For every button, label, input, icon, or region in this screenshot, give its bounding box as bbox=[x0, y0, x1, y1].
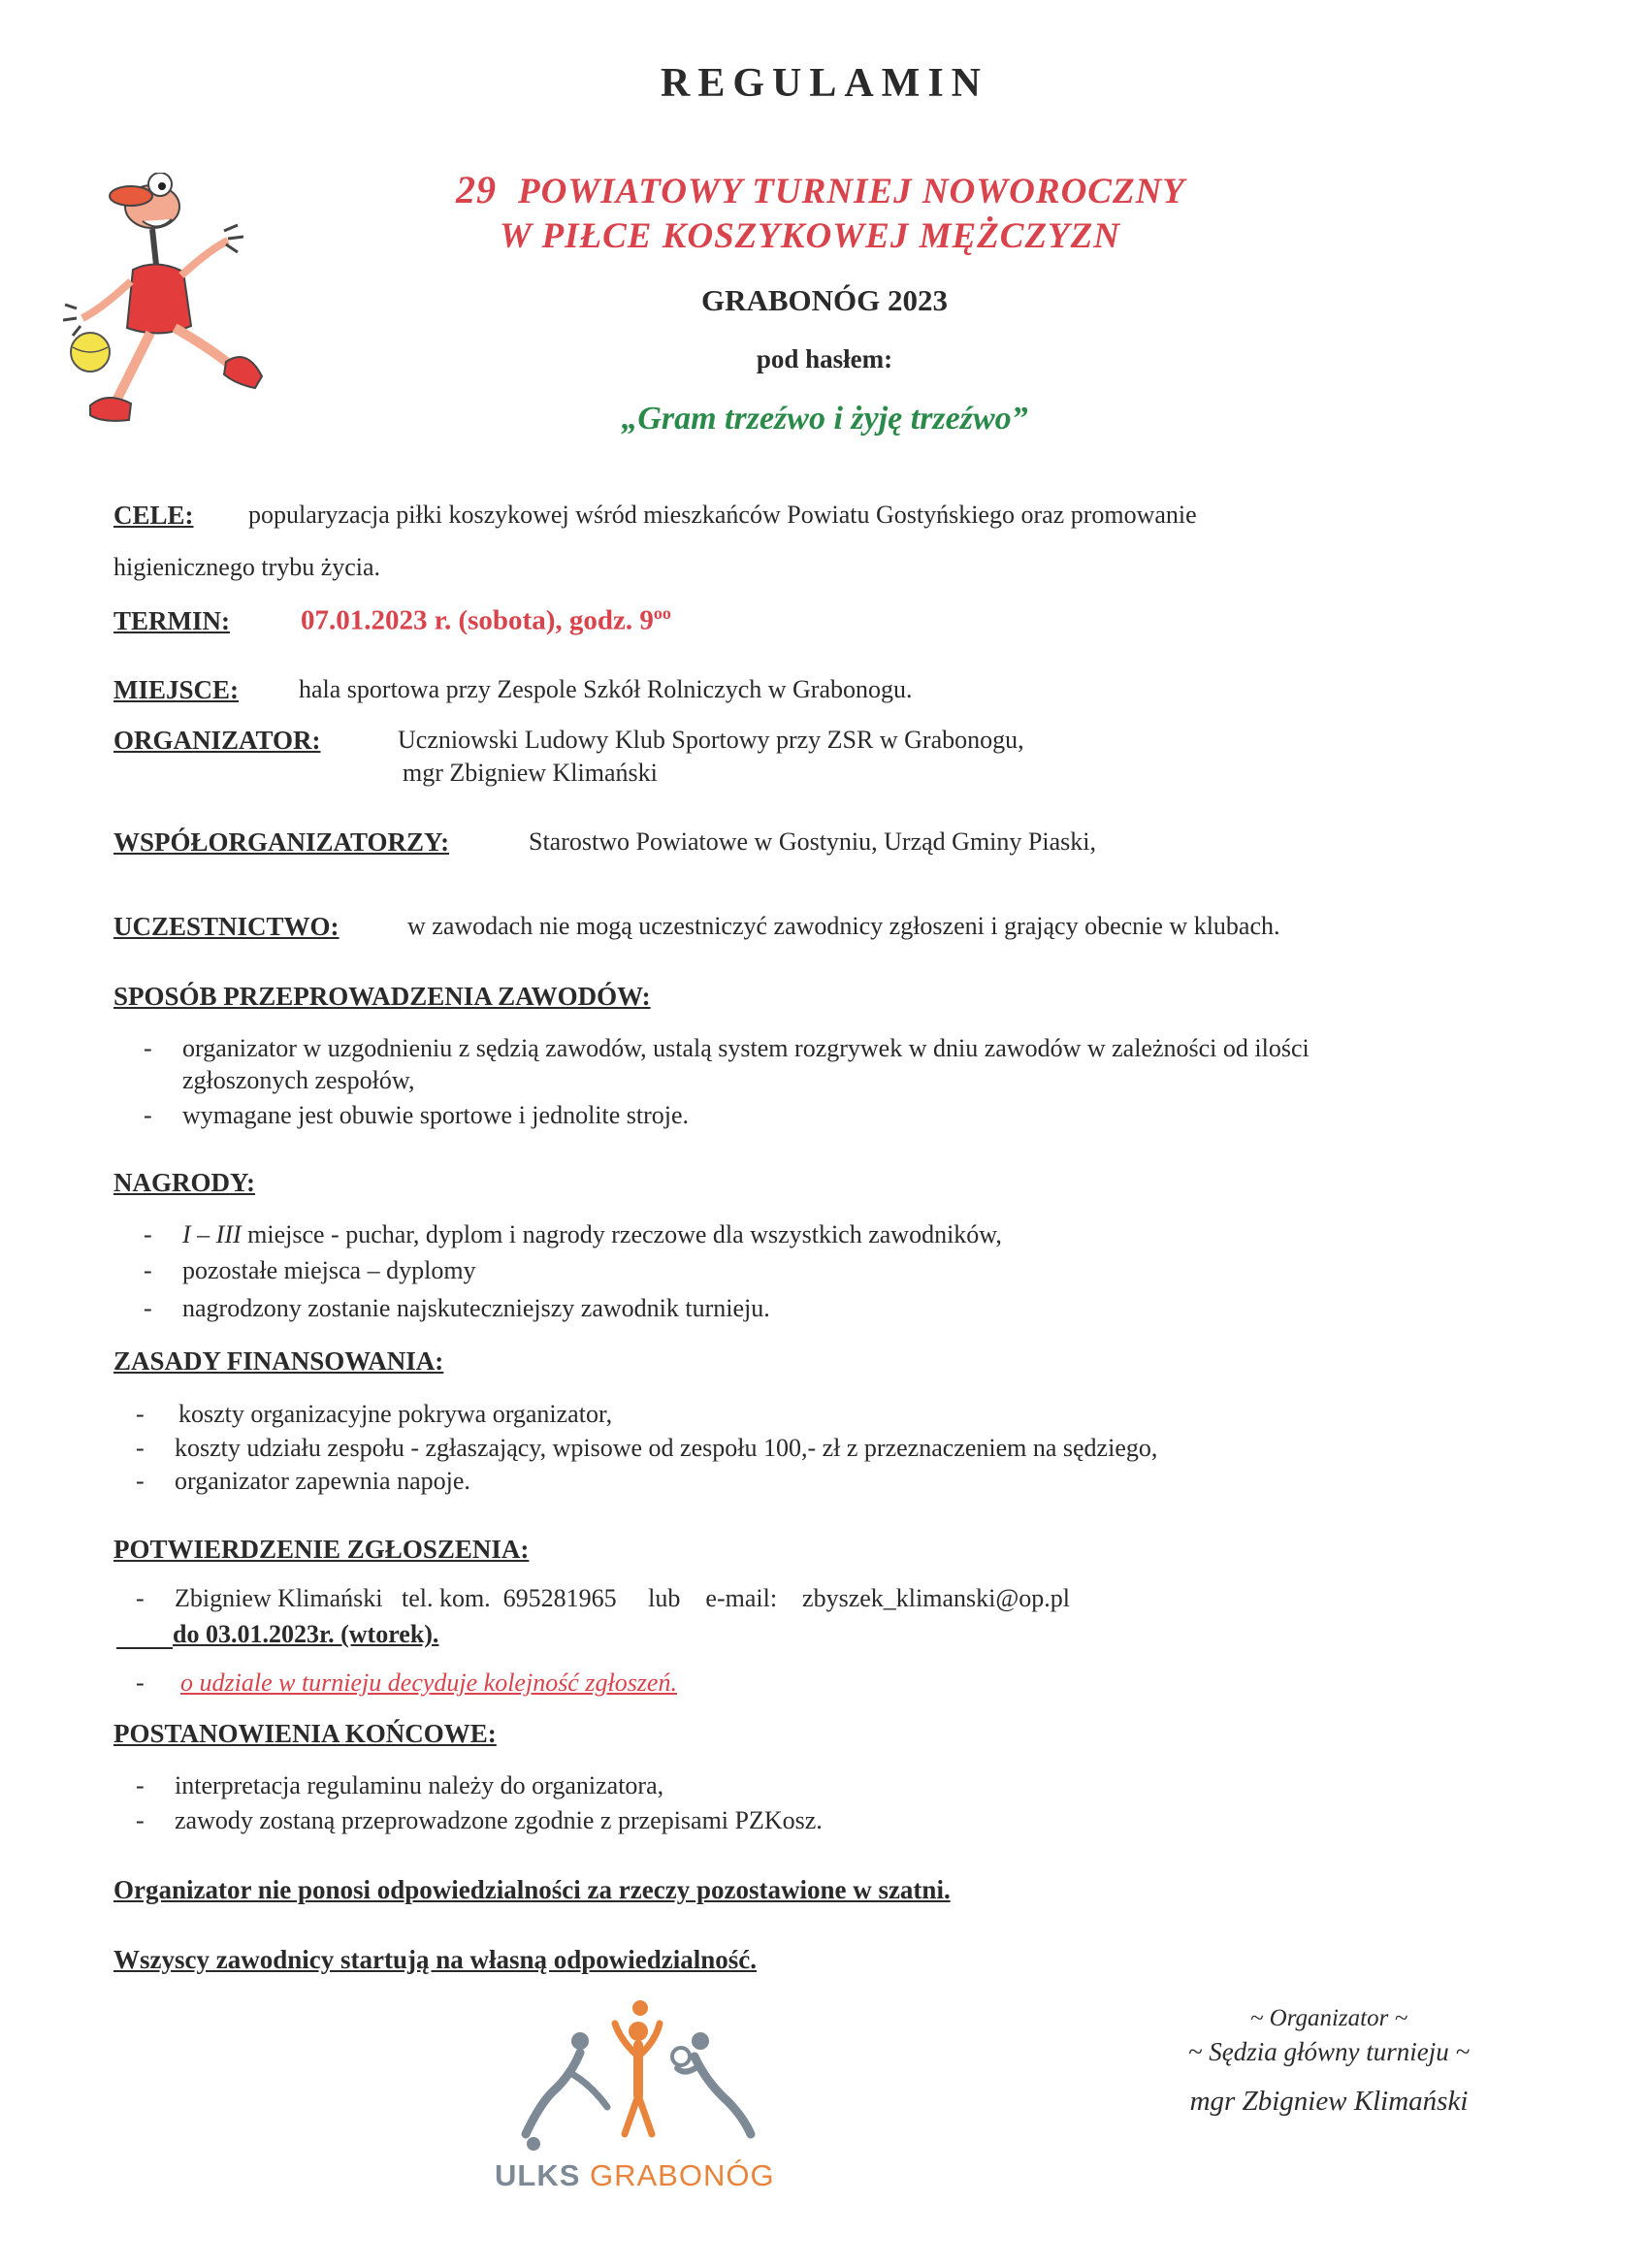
termin-label: TERMIN: bbox=[113, 606, 230, 635]
organizator-line1: Uczniowski Ludowy Klub Sportowy przy ZSR w Grabonogu, bbox=[398, 726, 1024, 754]
zgloszenie-label: POTWIERDZENIE ZGŁOSZENIA: bbox=[113, 1535, 530, 1564]
list-item: organizator w uzgodnieniu z sędzią zawodów, ustalą system rozgrywek w dniu zawodów w zależności od ilości bbox=[182, 1034, 1310, 1062]
list-dash: - bbox=[136, 1434, 145, 1462]
list-item: interpretacja regulaminu należy do organizatora, bbox=[175, 1771, 664, 1799]
deadline: do 03.01.2023r. (wtorek). bbox=[173, 1620, 439, 1648]
wspolorganizatorzy-label: WSPÓŁORGANIZATORZY: bbox=[113, 827, 450, 857]
list-item: nagrodzony zostanie najskuteczniejszy zawodnik turnieju. bbox=[182, 1294, 770, 1322]
list-dash: - bbox=[144, 1220, 152, 1248]
cele-label: CELE: bbox=[113, 501, 194, 530]
cele-text-line1: popularyzacja piłki koszykowej wśród mieszkańców Powiatu Gostyńskiego oraz promowanie bbox=[248, 501, 1197, 529]
termin-value: 07.01.2023 r. (sobota), godz. $9^{oo}$ bbox=[301, 603, 671, 636]
registration-order-note: o udziale w turnieju decyduje kolejność zgłoszeń. bbox=[180, 1669, 677, 1697]
organizator-label: ORGANIZATOR: bbox=[113, 726, 321, 755]
miejsce-label: MIEJSCE: bbox=[113, 675, 240, 704]
list-item: zawody zostaną przeprowadzone zgodnie z przepisami PZKosz. bbox=[175, 1806, 823, 1834]
list-item-continuation: zgłoszonych zespołów, bbox=[182, 1066, 415, 1094]
list-item: wymagane jest obuwie sportowe i jednolite stroje. bbox=[182, 1101, 690, 1129]
document-title: REGULAMIN bbox=[660, 61, 988, 106]
motto: „Gram trzeźwo i żyję trzeźwo” bbox=[621, 401, 1028, 437]
finansowanie-label: ZASADY FINANSOWANIA: bbox=[113, 1346, 444, 1376]
list-item: koszty organizacyjne pokrywa organizator, bbox=[178, 1400, 613, 1428]
signature-referee: ~ Sędzia główny turnieju ~ bbox=[1187, 2037, 1471, 2066]
logo-text: ULKS GRABONÓG bbox=[495, 2158, 775, 2192]
wspolorganizatorzy-value: Starostwo Powiatowe w Gostyniu, Urząd Gminy Piaski, bbox=[529, 827, 1096, 856]
contact-info: Zbigniew Klimański tel. kom. 695281965 lub e-mail: zbyszek_klimanski@op.pl bbox=[175, 1584, 1070, 1612]
list-dash: - bbox=[144, 1256, 152, 1284]
list-item: pozostałe miejsca – dyplomy bbox=[182, 1256, 476, 1284]
list-dash: - bbox=[136, 1400, 145, 1428]
postanowienia-label: POSTANOWIENIA KOŃCOWE: bbox=[113, 1719, 497, 1748]
tournament-title-line1: 29 POWIATOWY TURNIEJ NOWOROCZNY bbox=[456, 168, 1185, 211]
uczestnictwo-value: w zawodach nie mogą uczestniczyć zawodnicy zgłoszeni i grający obecnie w klubach. bbox=[407, 912, 1280, 940]
disclaimer-own-responsibility: Wszyscy zawodnicy startują na własną odpowiedzialność. bbox=[113, 1945, 758, 1974]
signature-name: mgr Zbigniew Klimański bbox=[1189, 2086, 1469, 2117]
motto-label: pod hasłem: bbox=[756, 344, 893, 373]
list-item: I – III miejsce - puchar, dyplom i nagrody rzeczowe dla wszystkich zawodników, bbox=[182, 1220, 1002, 1248]
nagrody-label: NAGRODY: bbox=[113, 1168, 256, 1197]
list-dash: - bbox=[144, 1034, 152, 1062]
deadline-underline-lead bbox=[116, 1620, 173, 1649]
tournament-title-line2: W PIŁCE KOSZYKOWEJ MĘŻCZYZN bbox=[500, 216, 1120, 256]
list-item: organizator zapewnia napoje. bbox=[175, 1467, 470, 1495]
signature-organizer: ~ Organizator ~ bbox=[1249, 2005, 1408, 2031]
list-dash: - bbox=[144, 1294, 152, 1322]
disclaimer-locker-room: Organizator nie ponosi odpowiedzialności za rzeczy pozostawione w szatni. bbox=[113, 1875, 951, 1904]
sposob-label: SPOSÓB PRZEPROWADZENIA ZAWODÓW: bbox=[113, 982, 651, 1011]
list-item: koszty udziału zespołu - zgłaszający, wpisowe od zespołu 100,- zł z przeznaczeniem na sędziego, bbox=[175, 1434, 1158, 1462]
place-year: GRABONÓG 2023 bbox=[700, 283, 949, 317]
list-dash: - bbox=[136, 1806, 145, 1834]
list-dash: - bbox=[144, 1101, 152, 1129]
cele-text-line2: higienicznego trybu życia. bbox=[113, 553, 381, 581]
list-dash: - bbox=[136, 1771, 145, 1799]
uczestnictwo-label: UCZESTNICTWO: bbox=[113, 912, 340, 941]
ulks-grabonog-logo-icon bbox=[514, 1998, 776, 2158]
miejsce-value: hala sportowa przy Zespole Szkół Rolniczych w Grabonogu. bbox=[299, 675, 913, 703]
list-dash: - bbox=[136, 1584, 145, 1612]
list-dash: - bbox=[136, 1467, 145, 1495]
organizator-line2: mgr Zbigniew Klimański bbox=[403, 759, 658, 787]
list-dash: - bbox=[136, 1669, 145, 1697]
